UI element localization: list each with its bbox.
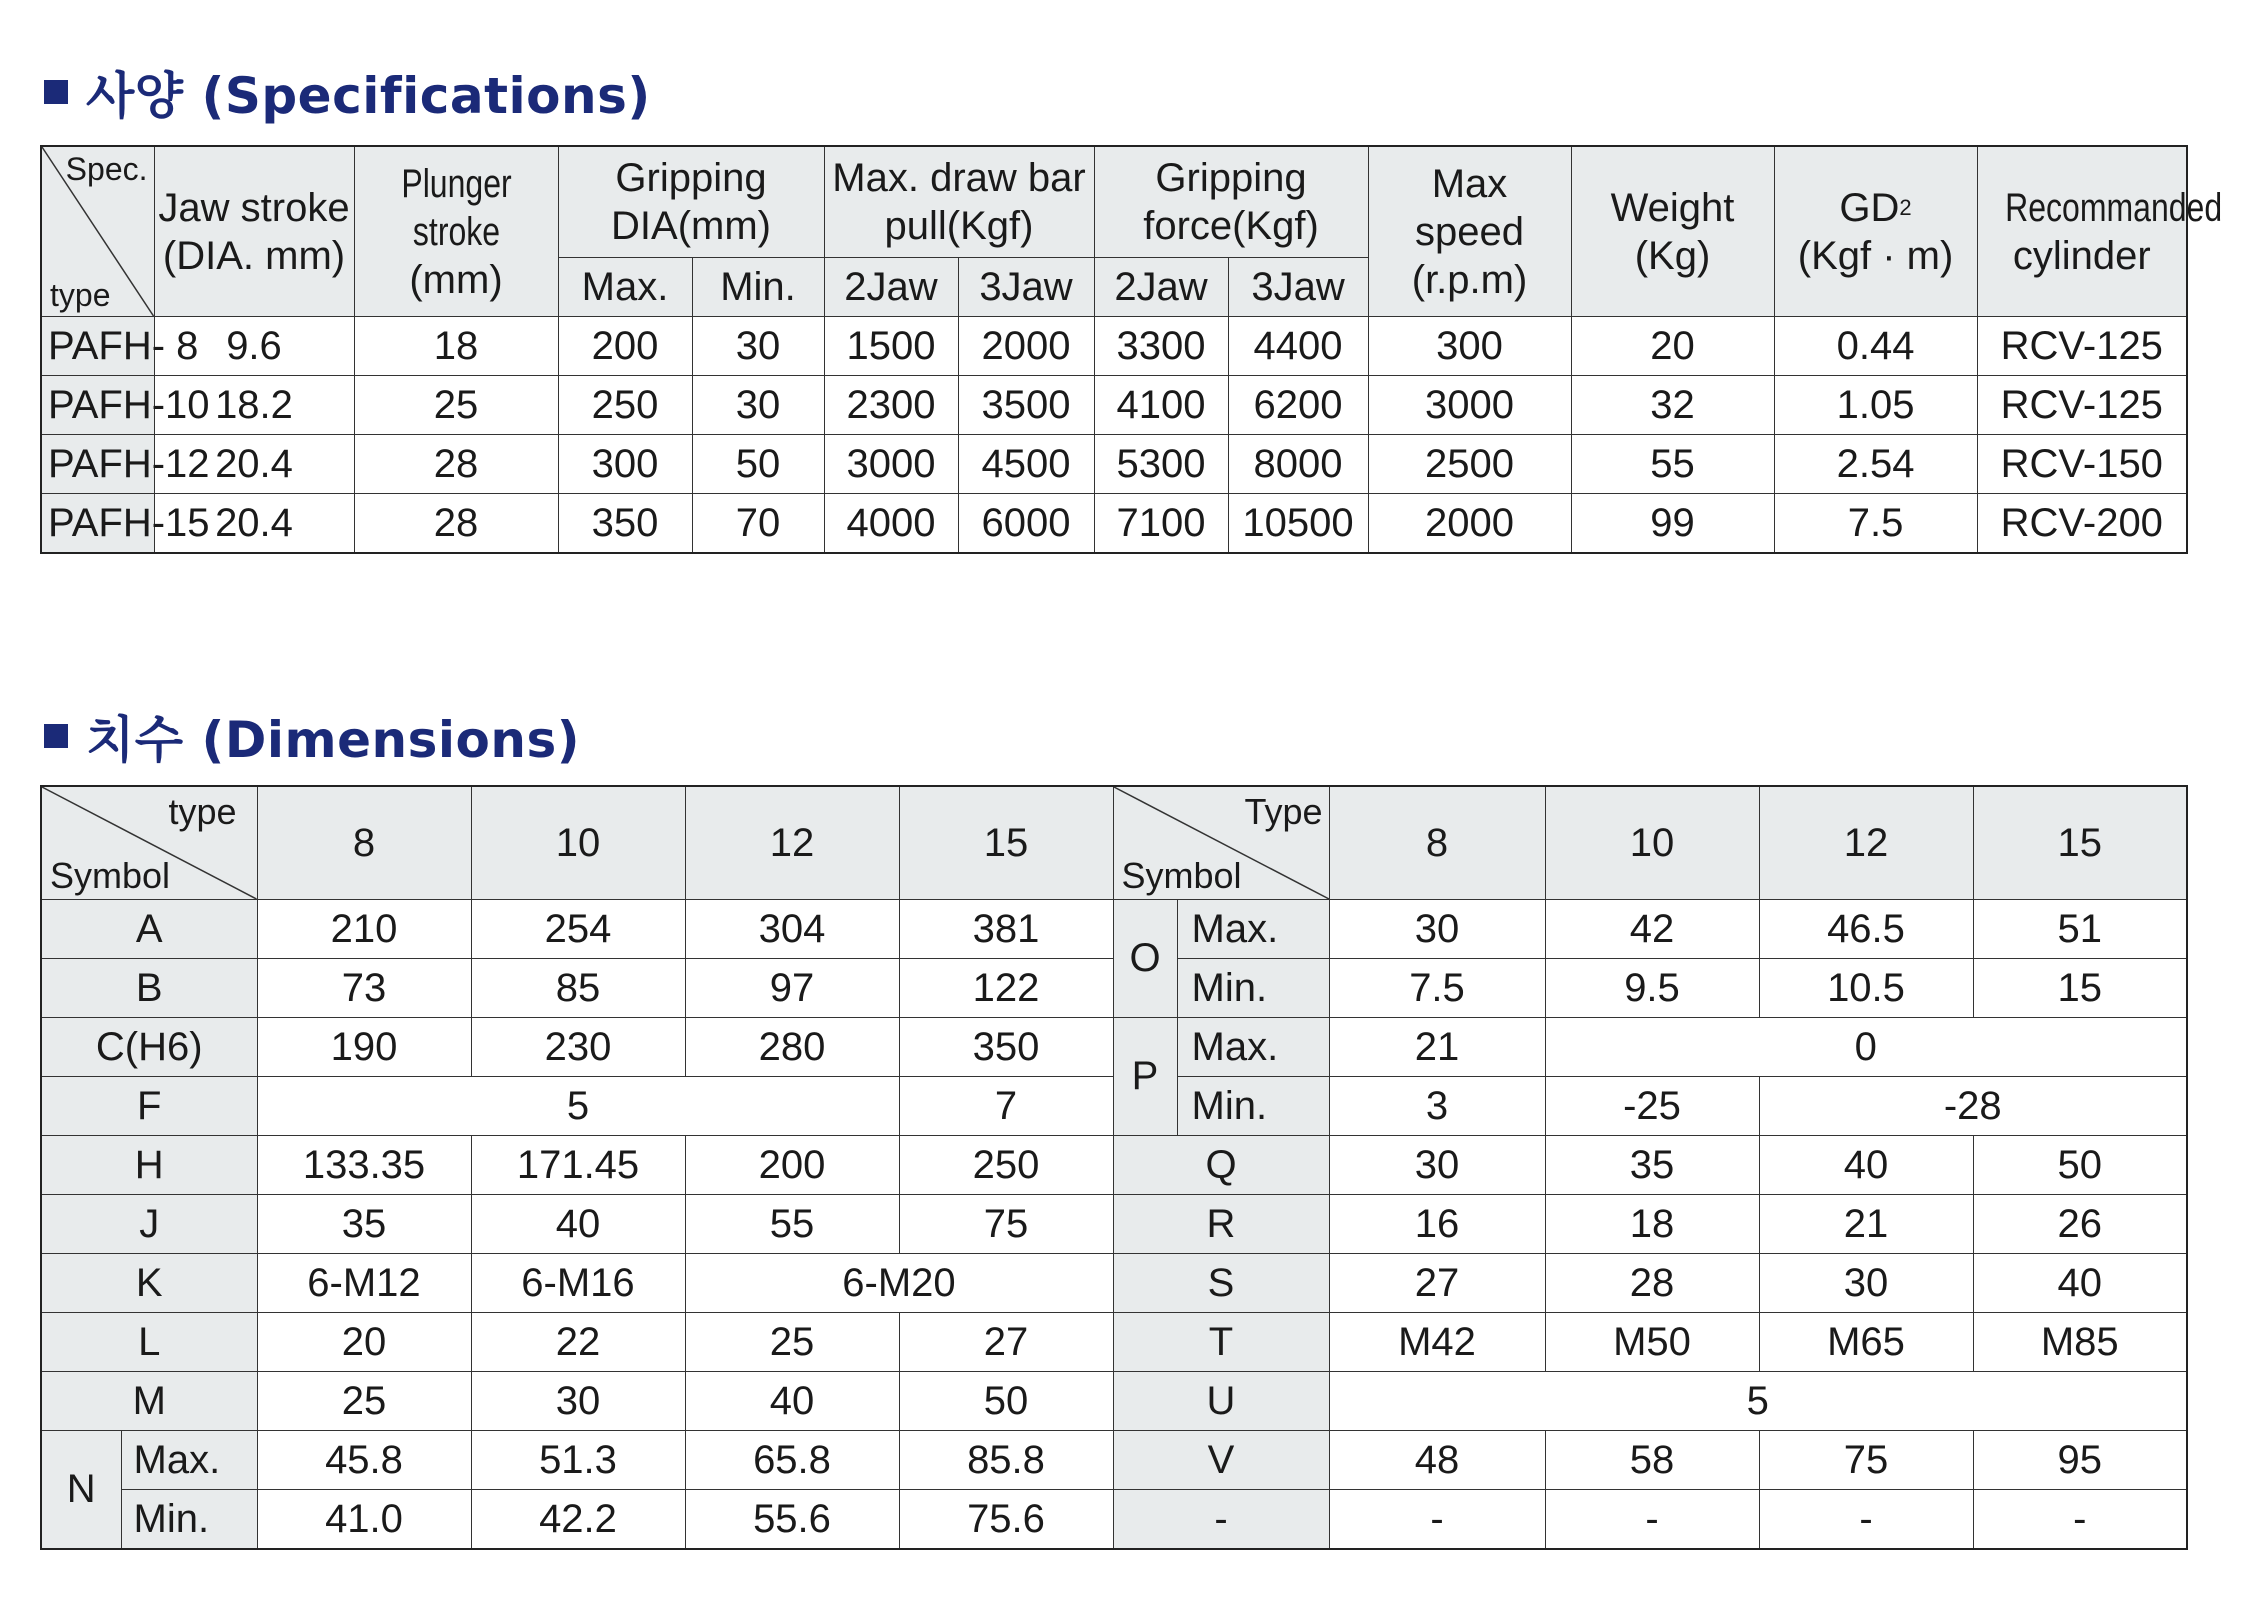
symbol-p: P [1113, 1018, 1177, 1136]
specifications-table [40, 145, 2222, 554]
header-max-speed: Max speed (r.p.m) [1368, 146, 1571, 317]
header-plunger-stroke: Plunger stroke (mm) [354, 146, 558, 317]
size-header: 8 [257, 786, 471, 900]
type-cell: PAFH-10 [41, 376, 154, 435]
label-max: Max. [1177, 900, 1329, 959]
size-header: 12 [685, 786, 899, 900]
header-gripping-force: Gripping force(Kgf) [1094, 146, 1368, 258]
symbol-a: A [41, 900, 257, 959]
dim-row: A 210 254 304 381 O Max. 30 42 46.5 51 [41, 900, 2187, 959]
label-min: Min. [1177, 959, 1329, 1018]
dim-row: F 5 7 Min. 3 -25 -28 [41, 1077, 2187, 1136]
type-cell: PAFH-15 [41, 494, 154, 554]
type-cell: PAFH-12 [41, 435, 154, 494]
spec-row: PAFH-15 20.4 28 350 70 4000 6000 7100 10500 2000 99 7.5 RCV-200 [41, 494, 2187, 554]
label-max: Max. [1177, 1018, 1329, 1077]
size-header: 12 [1759, 786, 1973, 900]
header-gd2: $GD^2$ (Kgf · m) [1774, 146, 1977, 317]
symbol-b: B [41, 959, 257, 1018]
corner-label-symbol: Symbol [1121, 855, 1242, 896]
type-cell: PAFH- 8 [41, 317, 154, 376]
square-bullet-icon [44, 80, 68, 104]
subheader-force-3jaw: 3Jaw [1228, 258, 1368, 317]
symbol-v: V [1113, 1431, 1329, 1490]
subheader-dia-min: Min. [692, 258, 824, 317]
header-jaw-stroke: Jaw stroke (DIA. mm) [154, 146, 354, 317]
dim-row: J 35 40 55 75 R 16 18 21 26 [41, 1195, 2187, 1254]
symbol-q: Q [1113, 1136, 1329, 1195]
spec-row: PAFH- 8 9.6 18 200 30 1500 2000 3300 4400 300 20 0.44 RCV-125 [41, 317, 2187, 376]
header-draw-bar-pull: Max. draw bar pull(Kgf) [824, 146, 1094, 258]
corner-label-type: type [168, 791, 237, 832]
symbol-l: L [41, 1313, 257, 1372]
spec-type-corner [41, 146, 154, 317]
label-min: Min. [1177, 1077, 1329, 1136]
size-header: 10 [471, 786, 685, 900]
symbol-c: C(H6) [41, 1018, 257, 1077]
symbol-k: K [41, 1254, 257, 1313]
size-header: 15 [899, 786, 1113, 900]
dim-row: H 133.35 171.45 200 250 Q 30 35 40 50 [41, 1136, 2187, 1195]
dim-row: L 20 22 25 27 T M42 M50 M65 M85 [41, 1313, 2187, 1372]
symbol-j: J [41, 1195, 257, 1254]
symbol-s: S [1113, 1254, 1329, 1313]
symbol-h: H [41, 1136, 257, 1195]
dimensions-table [40, 785, 2188, 1550]
subheader-dia-max: Max. [558, 258, 692, 317]
size-header: 15 [1973, 786, 2187, 900]
dim-row: B 73 85 97 122 Min. 7.5 9.5 10.5 15 [41, 959, 2187, 1018]
symbol-r: R [1113, 1195, 1329, 1254]
specifications-heading: 사양 (Specifications) [44, 56, 651, 128]
subheader-force-2jaw: 2Jaw [1094, 258, 1228, 317]
label-min: Min. [121, 1490, 257, 1550]
corner-label-type: Type [1244, 791, 1323, 832]
symbol-n: N [41, 1431, 121, 1550]
dim-row: Min. 41.0 42.2 55.6 75.6 - - - - - [41, 1490, 2187, 1550]
size-header: 10 [1545, 786, 1759, 900]
dim-right-corner [1113, 786, 1329, 900]
subheader-pull-2jaw: 2Jaw [824, 258, 958, 317]
header-gripping-dia: Gripping DIA(mm) [558, 146, 824, 258]
header-weight: Weight (Kg) [1571, 146, 1774, 317]
corner-label-spec: Spec. [65, 151, 148, 187]
label-max: Max. [121, 1431, 257, 1490]
dim-row: M 25 30 40 50 U 5 [41, 1372, 2187, 1431]
symbol-u: U [1113, 1372, 1329, 1431]
subheader-pull-3jaw: 3Jaw [958, 258, 1094, 317]
dim-row: N Max. 45.8 51.3 65.8 85.8 V 48 58 75 95 [41, 1431, 2187, 1490]
dim-row: C(H6) 190 230 280 350 P Max. 21 0 [41, 1018, 2187, 1077]
dimensions-heading: 치수 (Dimensions) [44, 700, 580, 772]
dim-row: K 6-M12 6-M16 6-M20 S 27 28 30 40 [41, 1254, 2187, 1313]
symbol-f: F [41, 1077, 257, 1136]
dim-left-corner [41, 786, 257, 900]
spec-row: PAFH-10 18.2 25 250 30 2300 3500 4100 6200 3000 32 1.05 RCV-125 [41, 376, 2187, 435]
symbol-m: M [41, 1372, 257, 1431]
corner-label-symbol: Symbol [50, 855, 171, 896]
spec-row: PAFH-12 20.4 28 300 50 3000 4500 5300 8000 2500 55 2.54 RCV-150 [41, 435, 2187, 494]
symbol-o: O [1113, 900, 1177, 1018]
symbol-dash: - [1113, 1490, 1329, 1550]
corner-label-type: type [50, 277, 111, 313]
header-recommended-cylinder: Recommanded cylinder [1977, 146, 2187, 317]
square-bullet-icon [44, 724, 68, 748]
symbol-t: T [1113, 1313, 1329, 1372]
size-header: 8 [1329, 786, 1545, 900]
